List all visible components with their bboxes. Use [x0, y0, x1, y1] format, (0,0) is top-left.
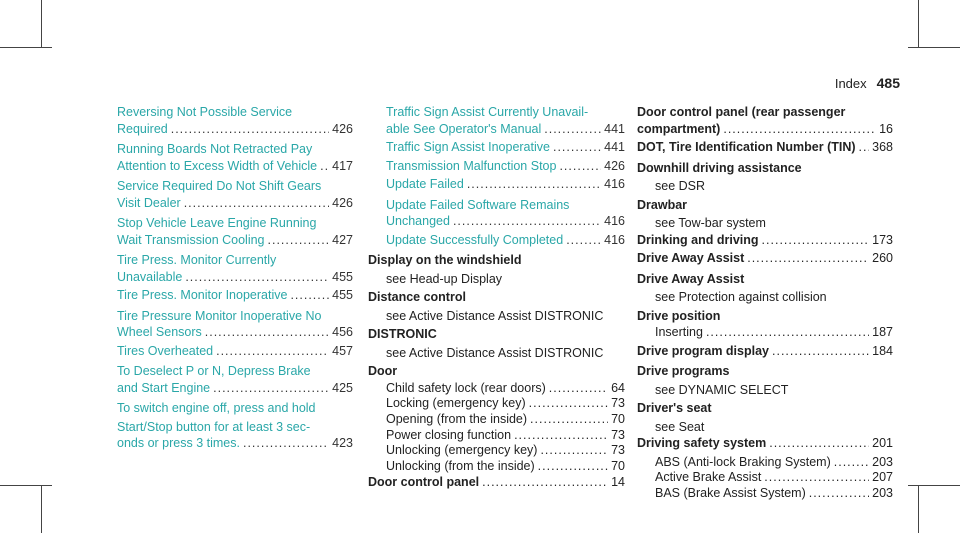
entry-text: Update Failed: [386, 177, 464, 191]
leader-dots: [243, 436, 329, 450]
entry-page: 201: [872, 436, 893, 450]
index-column-2: [368, 103, 625, 493]
entry-text: Visit Dealer: [117, 195, 181, 210]
entry-page: 173: [872, 232, 893, 247]
index-entry[interactable]: Stop Vehicle Leave Engine Running: [117, 216, 317, 230]
index-entry[interactable]: [637, 233, 893, 252]
leader-dots: [529, 396, 608, 410]
entry-text: Drinking and driving: [637, 232, 759, 247]
entry-title: DISTRONIC: [368, 327, 437, 341]
entry-page: 427: [332, 232, 353, 247]
leader-dots: [268, 233, 330, 247]
entry-page: 70: [611, 458, 625, 473]
leader-dots: [566, 233, 601, 247]
crop-mark: [918, 485, 919, 533]
index-entry[interactable]: [637, 344, 893, 363]
entry-title: Distance control: [368, 290, 466, 304]
index-entry[interactable]: [386, 459, 625, 475]
page-number: 485: [876, 75, 900, 91]
entry-page: 260: [872, 251, 893, 265]
index-entry[interactable]: Traffic Sign Assist Currently Unavail-: [386, 105, 589, 119]
index-entry[interactable]: [117, 270, 353, 289]
index-entry[interactable]: Start/Stop button for at least 3 sec-: [117, 419, 311, 434]
index-entry[interactable]: [117, 381, 353, 400]
entry-title: Door: [368, 364, 398, 378]
entry-text: Unchanged: [386, 214, 450, 228]
entry-text: Locking (emergency key): [386, 396, 526, 411]
entry-text: Driving safety system: [637, 436, 767, 450]
entry-title: Drive programs: [637, 364, 730, 378]
index-entry[interactable]: [386, 233, 625, 252]
see-reference[interactable]: see Tow-bar system: [655, 216, 766, 230]
safety-subentries: [637, 455, 893, 502]
leader-dots: [290, 288, 329, 302]
entry-page: 64: [611, 380, 625, 395]
entry-page: 455: [332, 288, 353, 302]
index-column-3: [637, 103, 893, 502]
entry-text: Inserting: [655, 325, 703, 339]
leader-dots: [834, 455, 869, 469]
index-entry[interactable]: [386, 396, 625, 412]
leader-dots: [213, 381, 329, 395]
entry-text: Unlocking (emergency key): [386, 443, 538, 458]
see-reference[interactable]: see DSR: [655, 179, 706, 193]
entry-text: Drive program display: [637, 343, 769, 358]
crop-mark: [908, 485, 960, 486]
entry-text: Unavailable: [117, 269, 183, 284]
leader-dots: [769, 436, 869, 450]
entry-page: 441: [604, 140, 625, 154]
entry-title: Drive position: [637, 308, 721, 323]
see-reference[interactable]: see Active Distance Assist DISTRONIC: [386, 308, 604, 323]
index-entry[interactable]: [386, 159, 625, 178]
entry-title: Driver's seat: [637, 401, 712, 415]
see-reference[interactable]: see Head-up Display: [386, 271, 503, 286]
index-entry[interactable]: To switch engine off, press and hold: [117, 401, 316, 415]
entry-text: Door control panel: [368, 474, 480, 489]
entry-page: 441: [604, 121, 625, 136]
index-entry[interactable]: [637, 140, 893, 159]
index-entry[interactable]: Tire Press. Monitor Currently: [117, 253, 277, 267]
leader-dots: [559, 159, 601, 173]
index-entry[interactable]: [655, 455, 893, 471]
leader-dots: [205, 325, 329, 339]
entry-page: 416: [604, 232, 625, 247]
index-entry[interactable]: [655, 486, 893, 502]
entry-title: Drive Away Assist: [637, 271, 745, 286]
leader-dots: [467, 177, 601, 191]
crop-mark: [0, 485, 52, 486]
leader-dots: [764, 470, 869, 484]
index-entry[interactable]: [386, 122, 625, 141]
index-entry[interactable]: [117, 159, 353, 178]
leader-dots: [171, 122, 329, 136]
index-entry[interactable]: [117, 122, 353, 141]
leader-dots: [549, 381, 608, 395]
index-entry[interactable]: [386, 140, 625, 159]
entry-text: Tire Press. Monitor Inoperative: [117, 288, 288, 302]
entry-page: 368: [872, 140, 893, 154]
entry-page: 203: [872, 485, 893, 500]
entry-page: 456: [332, 325, 353, 339]
crop-mark: [918, 0, 919, 48]
entry-page: 203: [872, 454, 893, 469]
entry-page: 416: [604, 214, 625, 228]
leader-dots: [453, 214, 601, 228]
leader-dots: [762, 233, 870, 247]
leader-dots: [482, 475, 608, 489]
index-entry[interactable]: [637, 122, 893, 141]
page-header: [835, 75, 900, 91]
entry-text: Traffic Sign Assist Inoperative: [386, 140, 550, 154]
entry-text: onds or press 3 times.: [117, 436, 240, 450]
entry-text: compartment): [637, 121, 721, 136]
entry-page: 426: [332, 195, 353, 210]
entry-text: Required: [117, 121, 168, 136]
leader-dots: [540, 443, 608, 457]
index-entry[interactable]: [117, 233, 353, 252]
index-entry[interactable]: Tire Pressure Monitor Inoperative No: [117, 308, 322, 323]
entry-page: 73: [611, 443, 625, 458]
entry-title: Door control panel (rear passenger: [637, 105, 846, 119]
leader-dots: [772, 344, 869, 358]
index-entry[interactable]: [637, 251, 893, 270]
index-entry[interactable]: [386, 214, 625, 233]
index-entry[interactable]: [655, 470, 893, 486]
leader-dots: [514, 428, 608, 442]
entry-text: Tires Overheated: [117, 343, 214, 358]
crop-mark: [0, 47, 52, 48]
index-entry[interactable]: [637, 436, 893, 455]
entry-page: 187: [872, 325, 893, 339]
entry-page: 184: [872, 343, 893, 358]
index-entry[interactable]: [386, 177, 625, 196]
entry-text: Active Brake Assist: [655, 470, 762, 485]
section-label: Index: [834, 76, 867, 91]
entry-text: Update Successfully Completed: [386, 232, 564, 247]
leader-dots: [544, 122, 601, 136]
leader-dots: [185, 270, 329, 284]
leader-dots: [184, 196, 329, 210]
entry-page: 425: [332, 380, 353, 395]
entry-page: 457: [332, 343, 353, 358]
see-reference[interactable]: see Seat: [655, 419, 705, 434]
entry-title: Display on the windshield: [368, 253, 522, 267]
entry-text: Attention to Excess Width of Vehicle: [117, 158, 318, 173]
index-subentry[interactable]: [637, 325, 893, 344]
entry-text: ABS (Anti-lock Braking System): [655, 454, 831, 469]
entry-text: Child safety lock (rear doors): [386, 380, 546, 395]
index-entry[interactable]: To Deselect P or N, Depress Brake: [117, 364, 311, 378]
leader-dots: [809, 486, 869, 500]
index-entry[interactable]: [117, 288, 353, 307]
entry-page: 423: [332, 436, 353, 450]
index-entry[interactable]: [386, 428, 625, 444]
index-entry[interactable]: Update Failed Software Remains: [386, 197, 570, 212]
leader-dots: [747, 251, 869, 265]
leader-dots: [723, 122, 876, 136]
entry-text: able See Operator's Manual: [386, 121, 542, 136]
entry-page: 416: [604, 177, 625, 191]
leader-dots: [530, 412, 608, 426]
index-entry[interactable]: [117, 344, 353, 363]
see-reference[interactable]: see Active Distance Assist DISTRONIC: [386, 345, 604, 360]
entry-page: 14: [611, 474, 625, 489]
index-entry[interactable]: [386, 381, 625, 397]
entry-title: Downhill driving assistance: [637, 160, 802, 175]
entry-page: 426: [604, 158, 625, 173]
entry-text: DOT, Tire Identification Number (TIN): [637, 140, 856, 154]
index-entry[interactable]: [368, 475, 625, 494]
entry-title: Drawbar: [637, 197, 688, 212]
leader-dots: [553, 140, 601, 154]
entry-page: 426: [332, 121, 353, 136]
entry-page: 70: [611, 411, 625, 426]
see-reference[interactable]: see Protection against collision: [655, 290, 827, 304]
crop-mark: [41, 485, 42, 533]
index-entry[interactable]: [117, 436, 353, 455]
entry-page: 73: [611, 427, 625, 442]
index-entry[interactable]: [117, 196, 353, 215]
entry-text: Drive Away Assist: [637, 251, 745, 265]
index-entry[interactable]: [386, 412, 625, 428]
entry-text: Wheel Sensors: [117, 325, 202, 339]
entry-page: 417: [332, 158, 353, 173]
entry-text: Power closing function: [386, 427, 512, 442]
index-column-1: [117, 103, 353, 455]
entry-text: BAS (Brake Assist System): [655, 485, 806, 500]
entry-page: 207: [872, 470, 893, 485]
entry-text: and Start Engine: [117, 380, 211, 395]
leader-dots: [320, 159, 329, 173]
leader-dots: [538, 459, 608, 473]
message-list: [368, 103, 625, 251]
index-entry[interactable]: Service Required Do Not Shift Gears: [117, 179, 322, 193]
entry-text: Unlocking (from the inside): [386, 458, 535, 473]
index-entry[interactable]: [117, 325, 353, 344]
leader-dots: [859, 140, 870, 154]
door-subentries: [368, 381, 625, 475]
entry-text: Wait Transmission Cooling: [117, 232, 265, 247]
index-entry[interactable]: Reversing Not Possible Service: [117, 105, 293, 119]
entry-page: 73: [611, 396, 625, 411]
see-reference[interactable]: see DYNAMIC SELECT: [655, 382, 789, 397]
index-entry[interactable]: Running Boards Not Retracted Pay: [117, 142, 313, 156]
leader-dots: [216, 344, 329, 358]
leader-dots: [706, 325, 869, 339]
entry-page: 16: [879, 121, 893, 136]
crop-mark: [41, 0, 42, 48]
entry-text: Opening (from the inside): [386, 411, 528, 426]
index-entry[interactable]: [386, 443, 625, 459]
entry-text: Transmission Malfunction Stop: [386, 158, 557, 173]
crop-mark: [908, 47, 960, 48]
entry-page: 455: [332, 269, 353, 284]
